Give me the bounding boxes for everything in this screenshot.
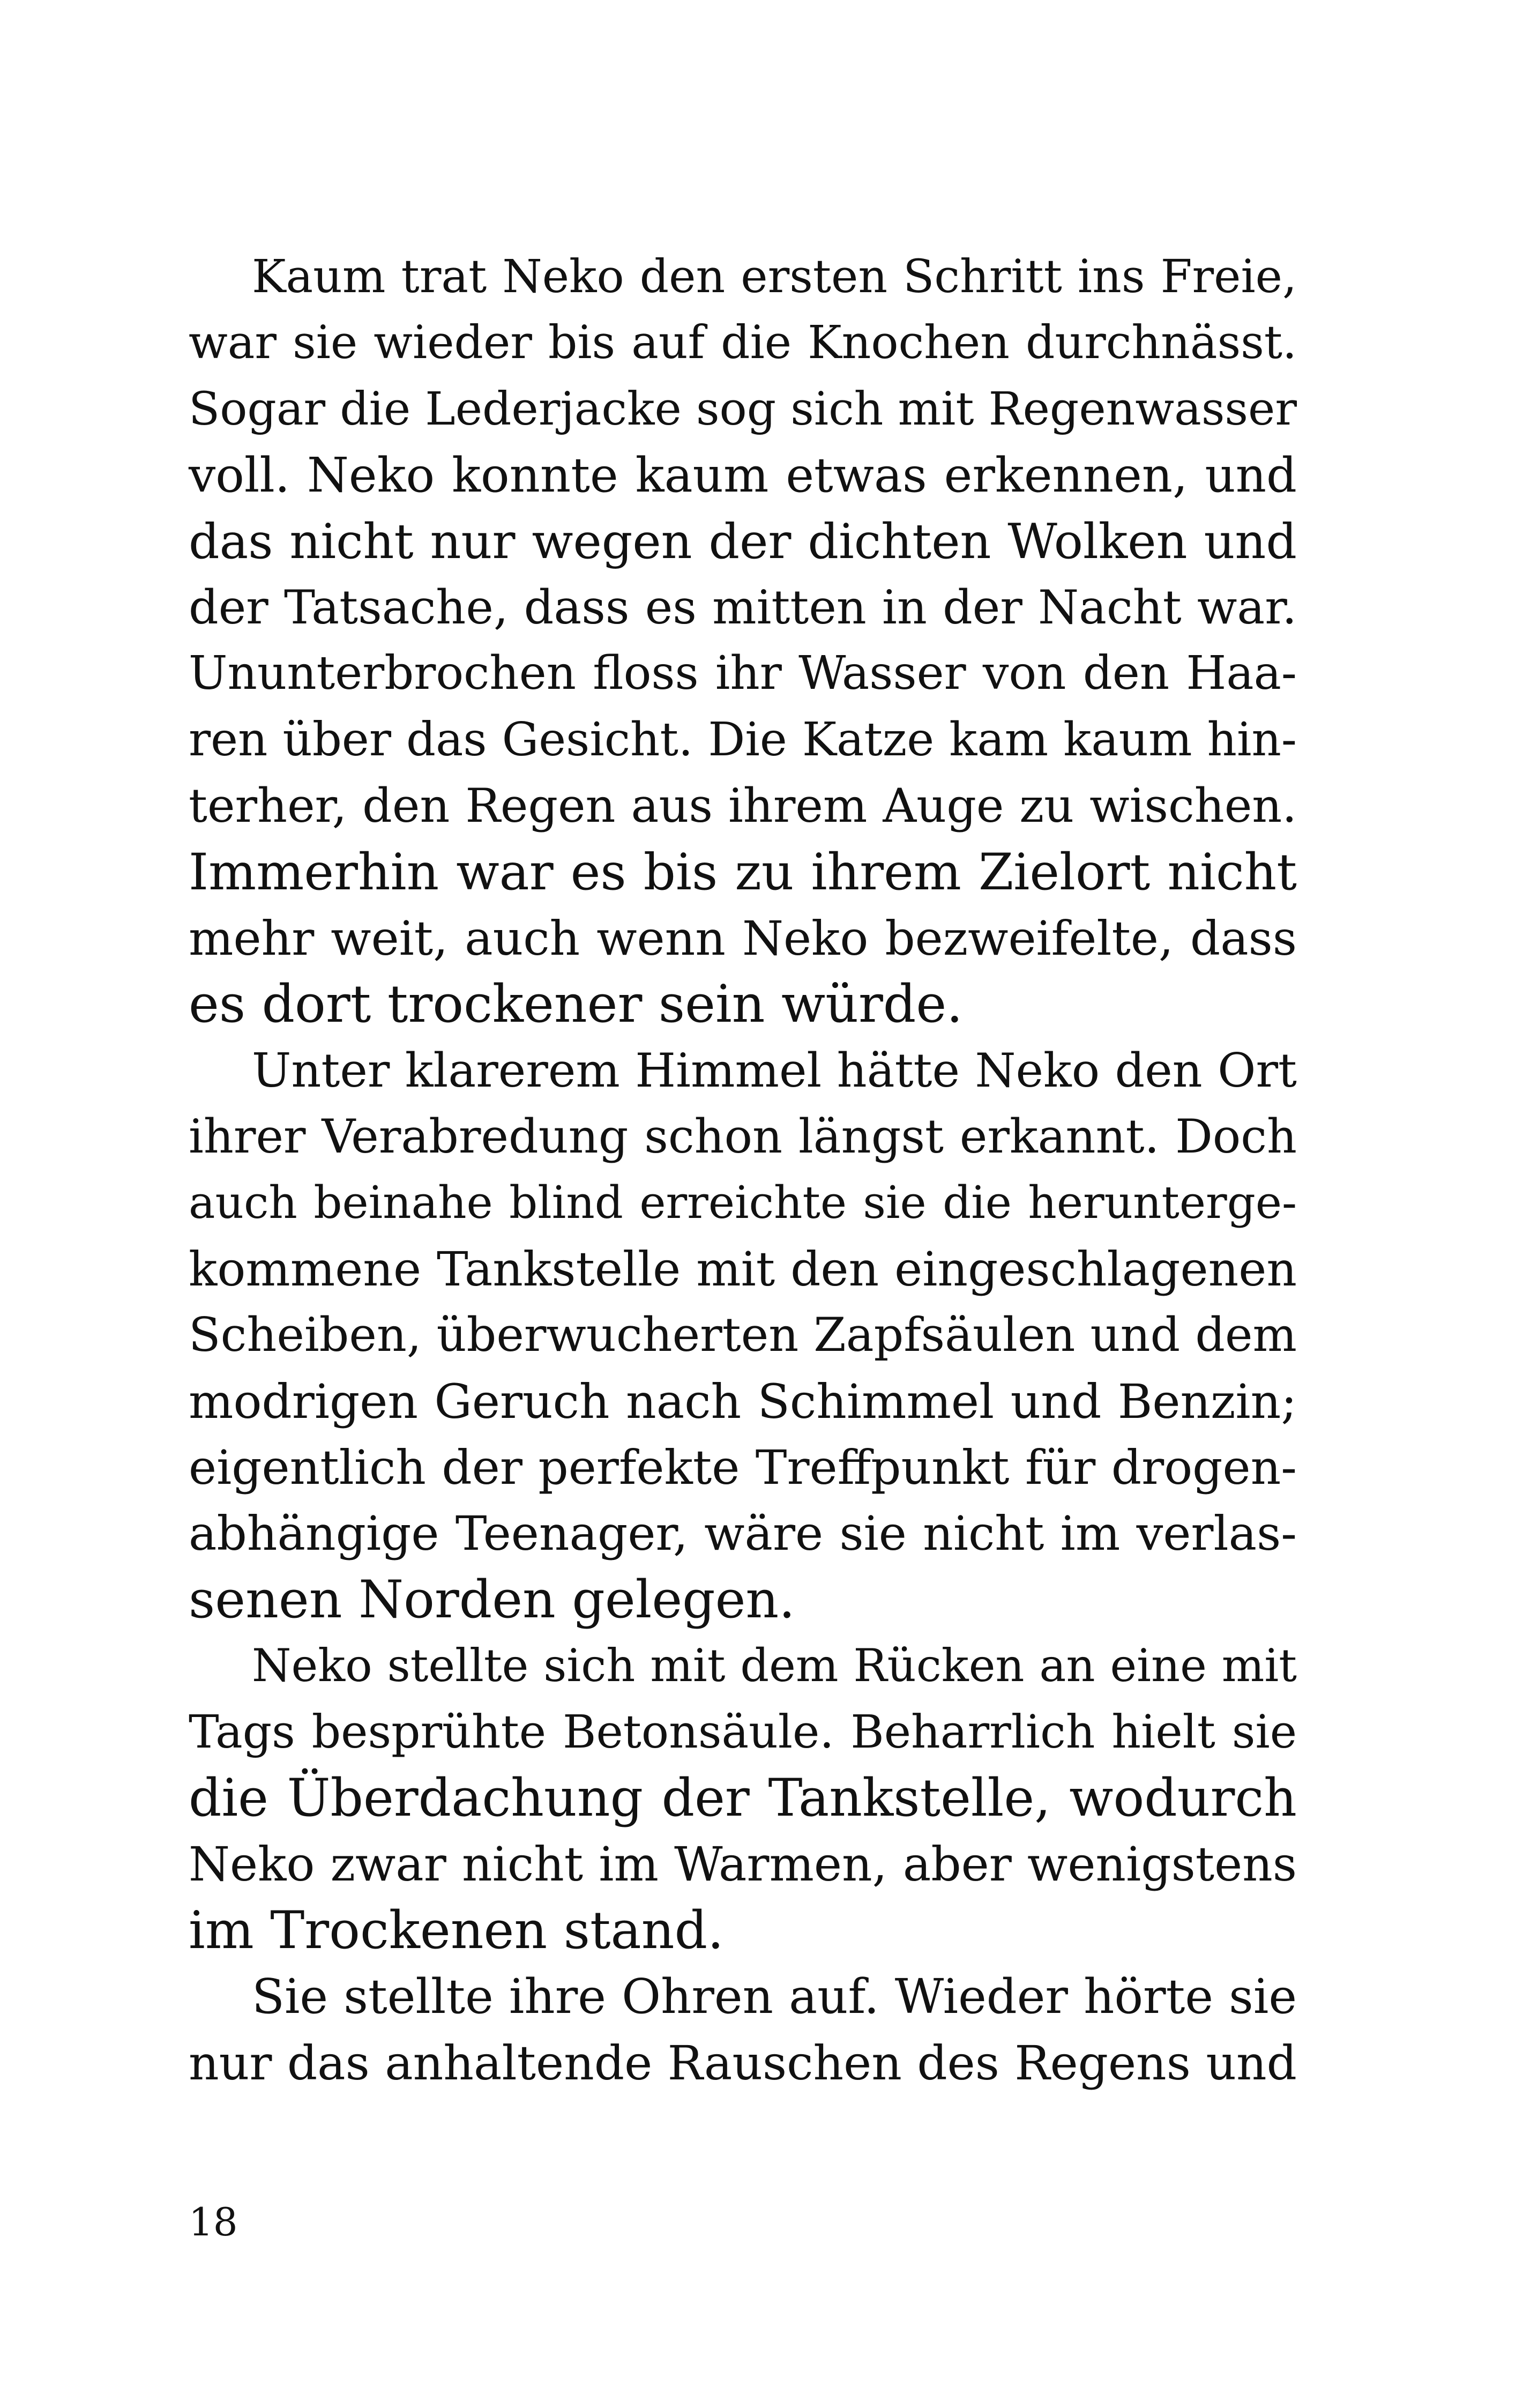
text-line: die Überdachung der Tankstelle, wodurch xyxy=(189,1767,1297,1828)
text-line: eigentlich der perfekte Treffpunkt für drogen- xyxy=(189,1440,1297,1496)
text-line: das nicht nur wegen der dichten Wolken und xyxy=(189,513,1297,570)
text-line: Unter klarerem Himmel hätte Neko den Ort xyxy=(252,1043,1297,1098)
text-line: Sie stellte ihre Ohren auf. Wieder hörte sie xyxy=(252,1968,1297,2025)
text-line: Neko stellte sich mit dem Rücken an eine mit xyxy=(252,1639,1297,1692)
text-line: mehr weit, auch wenn Neko bezweifelte, dass xyxy=(189,910,1297,966)
page-body-text xyxy=(189,244,1297,2096)
page-number: 18 xyxy=(189,2199,238,2245)
text-line: war sie wieder bis auf die Knochen durchnässt. xyxy=(189,316,1297,370)
text-line: auch beinahe blind erreichte sie die herunterge- xyxy=(189,1177,1297,1229)
text-line: es dort trockener sein würde. xyxy=(189,974,963,1035)
text-line: Tags besprühte Betonsäule. Beharrlich hielt sie xyxy=(189,1705,1297,1759)
text-line: Immerhin war es bis zu ihrem Zielort nicht xyxy=(189,843,1297,902)
text-line: Ununterbrochen floss ihr Wasser von den Haa- xyxy=(189,646,1297,701)
text-line: Kaum trat Neko den ersten Schritt ins Freie, xyxy=(252,250,1297,303)
text-line: ihrer Verabredung schon längst erkannt. Doch xyxy=(189,1109,1297,1164)
text-line: nur das anhaltende Rauschen des Regens und xyxy=(189,2035,1297,2091)
text-line: Neko zwar nicht im Warmen, aber wenigstens xyxy=(189,1837,1297,1892)
text-line: Sogar die Lederjacke sog sich mit Regenwasser xyxy=(189,382,1297,436)
text-line: abhängige Teenager, wäre sie nicht im verlas- xyxy=(189,1506,1297,1562)
text-line: senen Norden gelegen. xyxy=(189,1569,795,1630)
text-line: voll. Neko konnte kaum etwas erkennen, und xyxy=(189,447,1297,503)
text-line: im Trockenen stand. xyxy=(189,1900,724,1960)
text-line: der Tatsache, dass es mitten in der Nacht war. xyxy=(189,579,1297,635)
text-line: ren über das Gesicht. Die Katze kam kaum hin- xyxy=(189,712,1297,767)
text-line: modrigen Geruch nach Schimmel und Benzin; xyxy=(189,1373,1297,1429)
text-line: Scheiben, überwucherten Zapfsäulen und dem xyxy=(189,1307,1297,1363)
text-line: kommene Tankstelle mit den eingeschlagenen xyxy=(189,1241,1297,1297)
text-line: terher, den Regen aus ihrem Auge zu wischen. xyxy=(189,778,1297,834)
